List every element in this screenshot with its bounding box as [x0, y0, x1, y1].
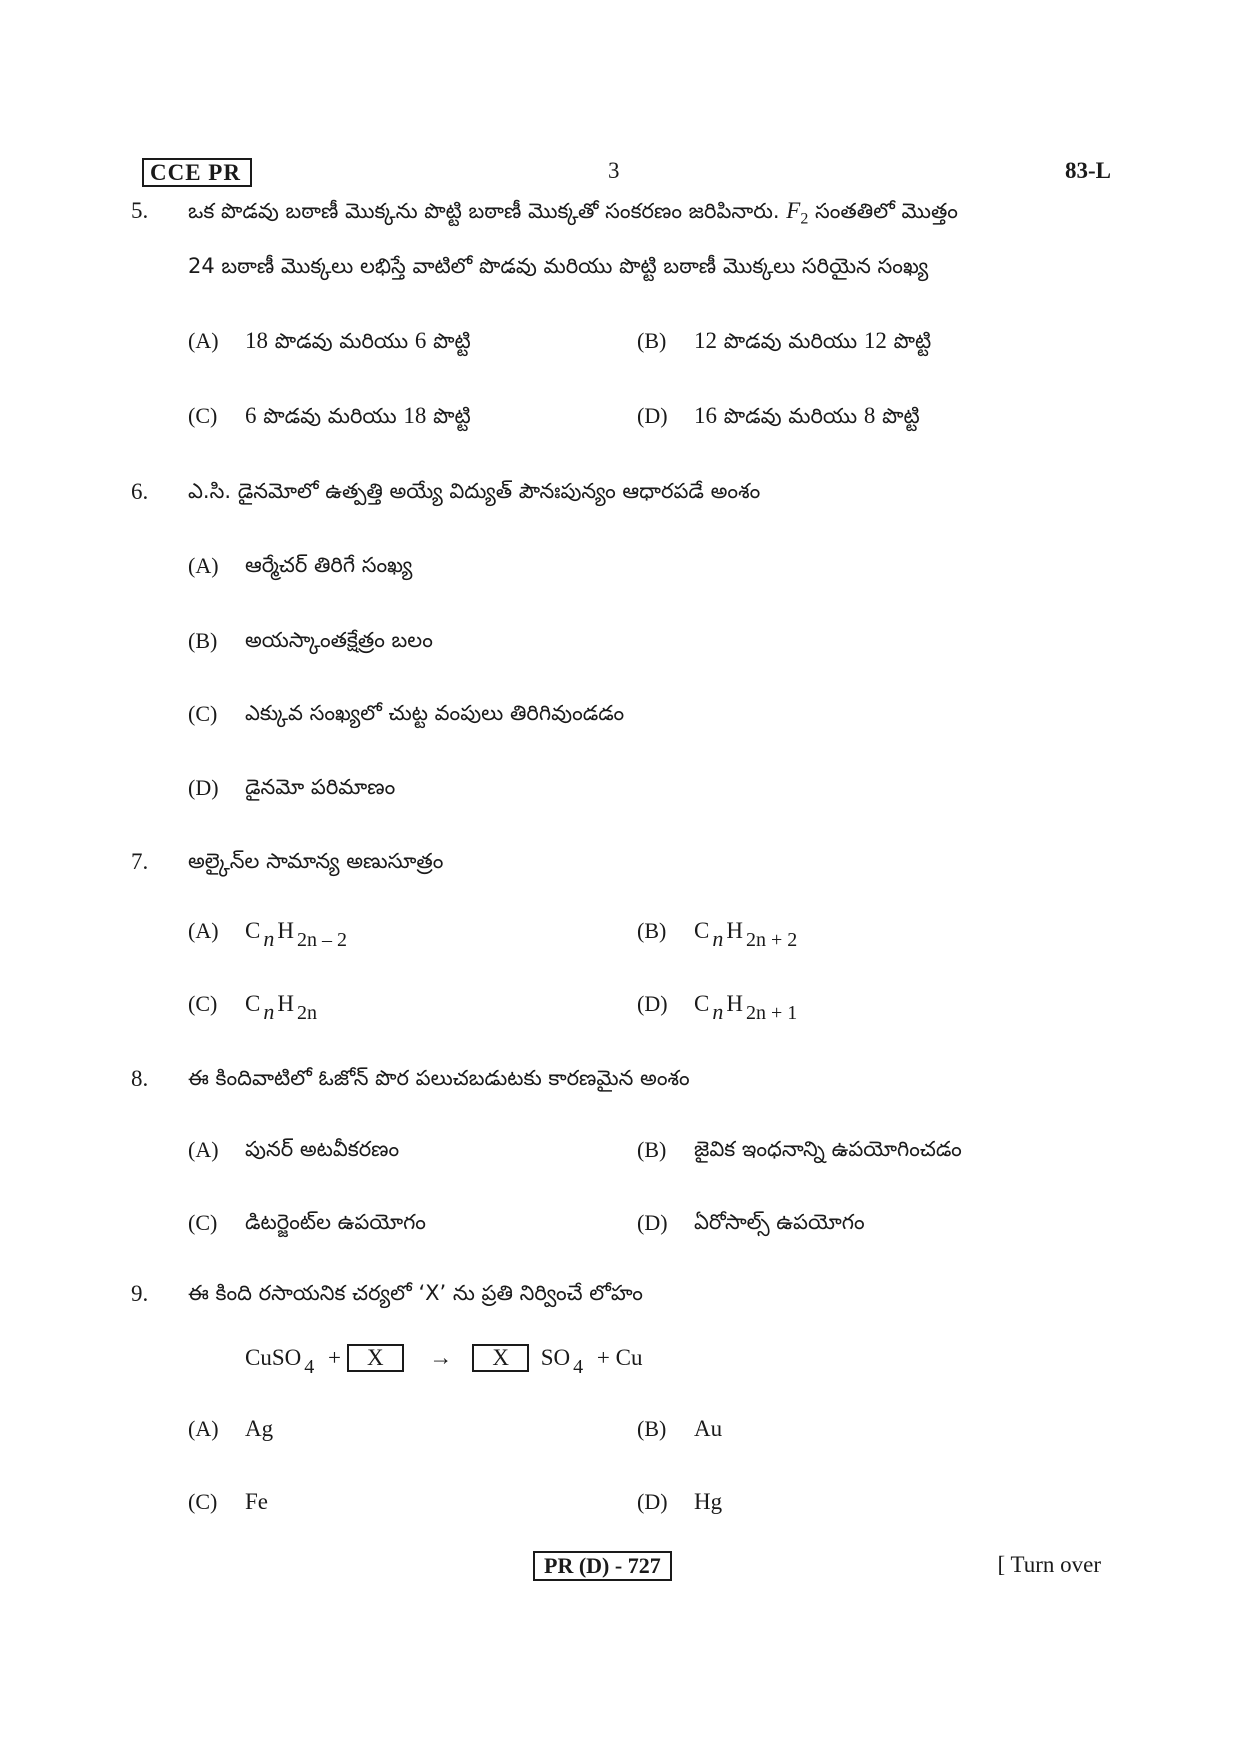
- question-9-number: 9.: [131, 1281, 149, 1306]
- footer-code-box: PR (D) - 727: [533, 1551, 672, 1581]
- q6-option-c-label: (C): [188, 701, 218, 726]
- q8-option-d-label: (D): [637, 1210, 668, 1235]
- q9-option-a-label: (A): [188, 1416, 219, 1441]
- q6-option-b-label: (B): [188, 628, 218, 653]
- question-6-number: 6.: [131, 479, 149, 504]
- question-5-line1: [188, 198, 958, 229]
- question-5-text-a: ఒక పొడవు బఠాణీ మొక్కను పొట్టి బఠాణీ మొక్కతో సంకరణం జరిపినారు.: [188, 199, 780, 223]
- q5-option-b-label: (B): [637, 328, 667, 353]
- question-7-text: అల్కైన్‌ల సామాన్య అణుసూత్రం: [188, 849, 444, 873]
- q5-option-c-label: (C): [188, 403, 218, 428]
- q5-option-b-text: 12 పొడవు మరియు 12 పొట్టి: [694, 328, 932, 353]
- q9-option-a-text: Ag: [245, 1416, 274, 1441]
- q6-option-c-text: ఎక్కువ సంఖ్యలో చుట్ట వంపులు తిరిగివుండడం: [245, 701, 625, 725]
- q9-option-b-label: (B): [637, 1416, 667, 1441]
- unknown-metal-box-1: X: [347, 1344, 404, 1372]
- q5-option-d-text: 16 పొడవు మరియు 8 పొట్టి: [694, 403, 920, 428]
- question-8-number: 8.: [131, 1066, 149, 1091]
- q5-option-c-text: 6 పొడవు మరియు 18 పొట్టి: [245, 403, 471, 428]
- question-5-text-b: సంతతిలో మొత్తం: [815, 199, 958, 223]
- q9-option-c-text: Fe: [245, 1489, 268, 1514]
- q7-option-c-label: (C): [188, 991, 218, 1016]
- q7-option-d-label: (D): [637, 991, 668, 1016]
- q7-option-c-formula: C n H $_{2n}$: [245, 991, 317, 1024]
- q8-option-a-text: పునర్ అటవీకరణం: [245, 1137, 400, 1161]
- q9-option-d-text: Hg: [694, 1489, 723, 1514]
- q9-option-d-label: (D): [637, 1489, 668, 1514]
- q7-option-d-formula: C n H $_{2n + 1}$: [694, 991, 798, 1024]
- q9-option-b-text: Au: [694, 1416, 723, 1441]
- question-6-text: ఎ.సి. డైనమోలో ఉత్పత్తి అయ్యే విద్యుత్ పౌనఃపున్యం ఆధారపడే అంశం: [188, 479, 761, 503]
- turn-over-note: [ Turn over: [997, 1552, 1101, 1577]
- q9-option-c-label: (C): [188, 1489, 218, 1514]
- f2-generation: $F_2$: [786, 198, 809, 228]
- header-code-box: CCE PR: [142, 158, 252, 187]
- q7-option-b-label: (B): [637, 918, 667, 943]
- page-number: 3: [608, 158, 620, 183]
- q6-option-a-label: (A): [188, 553, 219, 578]
- question-8-text: ఈ కిందివాటిలో ఓజోన్ పొర పలుచబడుటకు కారణమైన అంశం: [188, 1066, 690, 1090]
- q6-option-a-text: ఆర్మేచర్ తిరిగే సంఖ్య: [245, 553, 413, 577]
- q8-option-c-label: (C): [188, 1210, 218, 1235]
- q6-option-d-text: డైనమో పరిమాణం: [245, 775, 396, 799]
- q6-option-d-label: (D): [188, 775, 219, 800]
- paper-code: 83-L: [1065, 158, 1111, 183]
- question-7-number: 7.: [131, 849, 149, 874]
- q5-option-a-label: (A): [188, 328, 219, 353]
- q8-option-a-label: (A): [188, 1137, 219, 1162]
- q7-option-a-label: (A): [188, 918, 219, 943]
- q7-option-a-formula: C n H $_{2n - 2}$: [245, 918, 347, 951]
- reaction-arrow: →: [429, 1345, 453, 1370]
- question-5-number: 5.: [131, 198, 149, 223]
- q7-option-b-formula: C n H $_{2n + 2}$: [694, 918, 798, 951]
- unknown-metal-box-2: X: [472, 1344, 529, 1372]
- q8-option-d-text: ఏరోసాల్స్ ఉపయోగం: [694, 1210, 865, 1234]
- q5-option-a-text: 18 పొడవు మరియు 6 పొట్టి: [245, 328, 471, 353]
- question-5-line2: 24 బఠాణీ మొక్కలు లభిస్తే వాటిలో పొడవు మరియు పొట్టి బఠాణీ మొక్కలు సరియైన సంఖ్య: [188, 254, 929, 278]
- q5-option-d-label: (D): [637, 403, 668, 428]
- q6-option-b-text: అయస్కాంతక్షేత్రం బలం: [245, 628, 433, 652]
- q8-option-b-text: జైవిక ఇంధనాన్ని ఉపయోగించడం: [694, 1137, 962, 1161]
- reaction-equation: CuSO $_4$ + X → X SO $_4$ + Cu: [245, 1345, 643, 1378]
- question-9-text: ఈ కింది రసాయనిక చర్యలో ‘X’ ను ప్రతి నిర్వించే లోహం: [188, 1281, 643, 1305]
- q8-option-c-text: డిటర్జెంట్‌ల ఉపయోగం: [245, 1210, 426, 1234]
- q8-option-b-label: (B): [637, 1137, 667, 1162]
